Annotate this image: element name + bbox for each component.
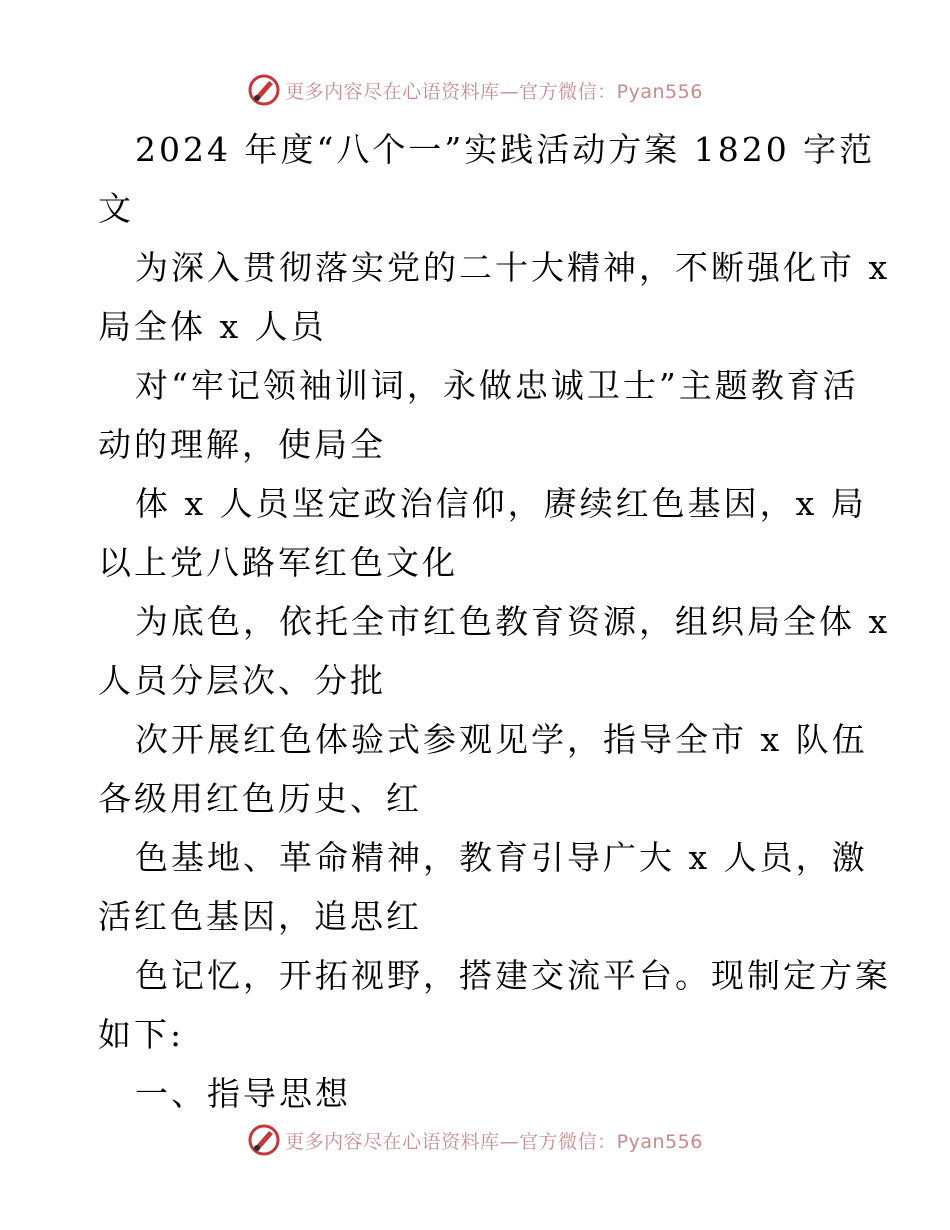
- document-body: [98, 120, 891, 1123]
- text-line: 一、指导思想: [135, 1074, 351, 1113]
- text-line: 如下:: [98, 1015, 185, 1054]
- text-line: 色记忆，开拓视野，搭建交流平台。现制定方案: [135, 956, 891, 995]
- text-line: 次开展红色体验式参观见学，指导全市 x 队伍: [135, 720, 868, 759]
- text-line: 以上党八路军红色文化: [98, 543, 458, 582]
- text-line: 局全体 x 人员: [98, 307, 327, 346]
- text-line: 色基地、革命精神，教育引导广大 x 人员，激: [135, 838, 868, 877]
- text-line: 对“牢记领袖训词，永做忠诚卫士”主题教育活: [135, 366, 859, 405]
- header-watermark: [0, 70, 950, 110]
- footer-watermark: [0, 1120, 950, 1160]
- text-line: 动的理解，使局全: [98, 425, 386, 464]
- watermark-text: 更多内容尽在心语资料库—官方微信：Pyan556: [285, 80, 703, 103]
- text-line: 为底色，依托全市红色教育资源，组织局全体 x: [135, 602, 891, 641]
- text-line: 人员分层次、分批: [98, 661, 386, 700]
- brush-logo-icon: [247, 1123, 281, 1157]
- text-line: 体 x 人员坚定政治信仰，赓续红色基因，x 局: [135, 484, 867, 523]
- text-line: 2024 年度“八个一”实践活动方案 1820 字范: [135, 130, 876, 169]
- text-line: 为深入贯彻落实党的二十大精神，不断强化市 x: [135, 248, 891, 287]
- text-line: 各级用红色历史、红: [98, 779, 422, 818]
- brush-logo-icon: [247, 73, 281, 107]
- text-line: 文: [98, 189, 134, 228]
- text-line: 活红色基因，追思红: [98, 897, 422, 936]
- watermark-text: 更多内容尽在心语资料库—官方微信：Pyan556: [285, 1130, 703, 1153]
